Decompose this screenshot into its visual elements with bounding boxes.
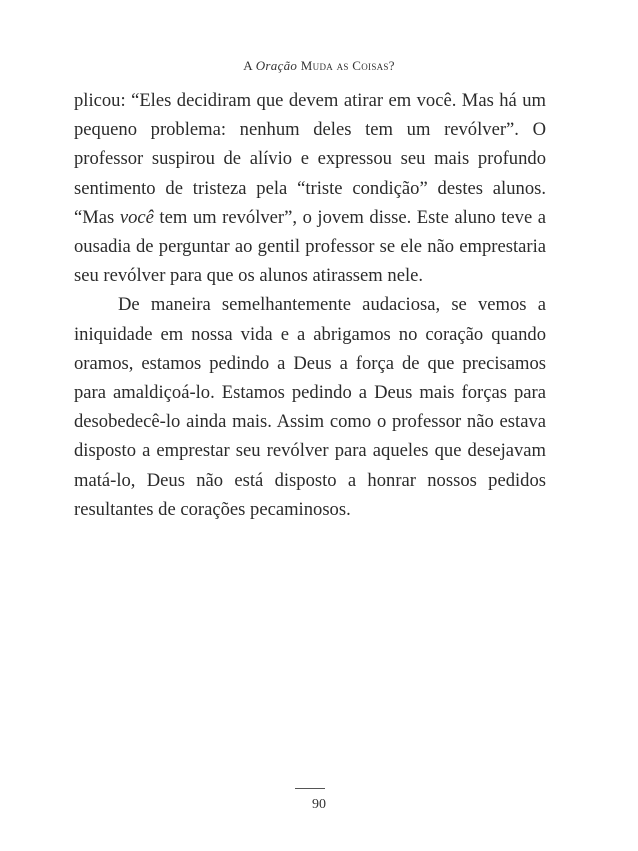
page-number: 90 bbox=[312, 797, 326, 812]
running-header-prefix: A bbox=[243, 58, 256, 73]
paragraph-2: De maneira semelhantemente audaciosa, se vemos a iniquidade em nossa vida e a abrigamos no coração quando oramos, estamos pedindo a Deus a força de que precisamos para amaldiçoá-lo. Estamos pedindo a Deus mais forças para desobedecê-lo ainda mais. Assim como o professor não estava disposto a emprestar seu revólver para aqueles que desejavam matá-lo, Deus não está disposto a honrar nossos pedidos resultantes de corações pecaminosos. bbox=[74, 294, 546, 520]
running-header-suffix: Muda as Coisas? bbox=[297, 58, 395, 73]
running-header-italic: Oração bbox=[255, 58, 298, 73]
paragraph-1-text-b: tem um revólver”, o jovem disse. Este aluno teve a ousadia de perguntar ao gentil professor se ele não emprestaria seu revólver para que os alunos atirassem nele. bbox=[74, 206, 546, 287]
body-text bbox=[74, 86, 546, 524]
page-number-rule bbox=[295, 788, 325, 789]
running-header bbox=[0, 58, 638, 74]
paragraph-continued bbox=[74, 86, 546, 290]
paragraph-1-text-a: plicou: “Eles decidiram que devem atirar em você. Mas há um pequeno problema: nenhum deles tem um revólver”. O professor suspirou de alívio e expressou seu mais profundo sentimento de tristeza pela “triste condição” destes alunos. “Mas bbox=[74, 90, 546, 228]
paragraph-1-emphasis: você bbox=[119, 206, 154, 228]
